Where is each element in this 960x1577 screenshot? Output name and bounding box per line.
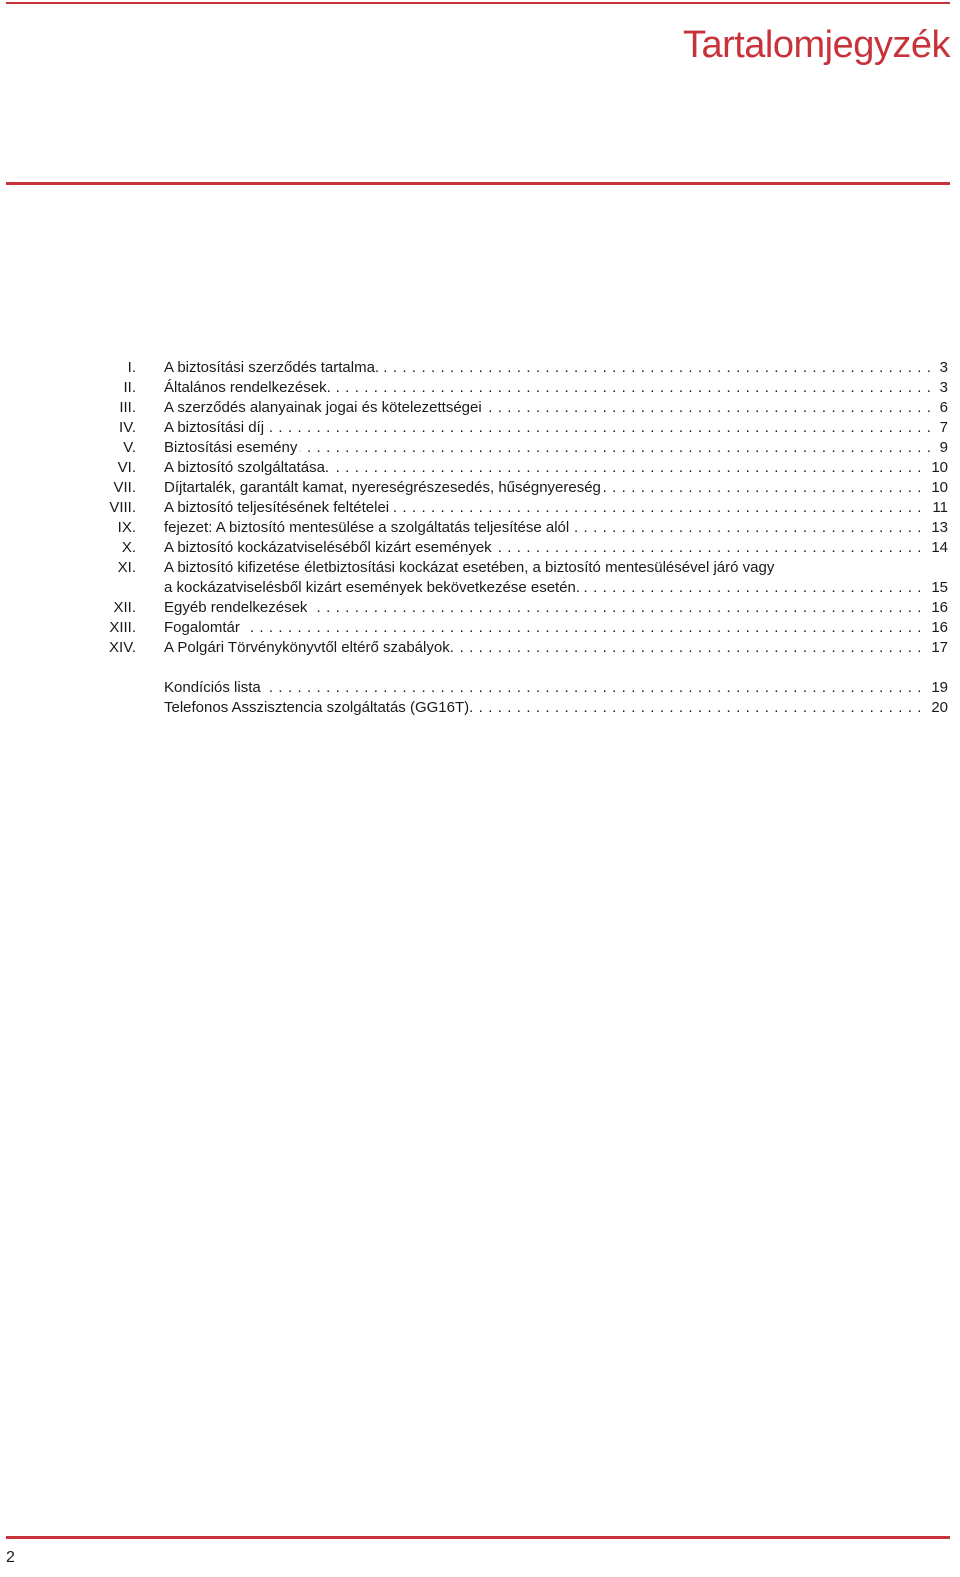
toc-entry-title: Fogalomtár	[164, 619, 243, 636]
top-rule	[6, 2, 950, 4]
toc-entry-number: II.	[123, 379, 136, 396]
toc-entry-title: A biztosító teljesítésének feltételei	[164, 499, 392, 516]
toc-entry-v[interactable]	[0, 438, 960, 458]
footer-rule	[6, 1536, 950, 1539]
toc-entry-viii[interactable]	[0, 498, 960, 518]
toc-entry-vi[interactable]	[0, 458, 960, 478]
toc-entry-title: A biztosító szolgáltatása.	[164, 459, 332, 476]
toc-entry-number: III.	[119, 399, 136, 416]
toc-entry-number: IV.	[119, 419, 136, 436]
toc-entry-title: Biztosítási esemény	[164, 439, 300, 456]
page-number: 2	[6, 1549, 15, 1566]
toc-entry-number: VII.	[113, 479, 136, 496]
toc-entry-number: X.	[121, 539, 136, 556]
toc-entry-number: IX.	[117, 519, 136, 536]
toc-entry-title: Egyéb rendelkezések	[164, 599, 310, 616]
toc-entry-i[interactable]	[0, 358, 960, 378]
toc-entry-title: A szerződés alanyainak jogai és kötelezettségei	[164, 399, 485, 416]
toc-entry-xiii[interactable]	[0, 618, 960, 638]
toc-entry-title: Díjtartalék, garantált kamat, nyereségrészesedés, hűségnyereség	[164, 479, 604, 496]
toc-entry-number: XIV.	[109, 639, 136, 656]
toc-entry-page: 7	[936, 418, 948, 438]
toc-entry-page: 19	[927, 678, 948, 698]
toc-entry-number: XII.	[113, 599, 136, 616]
toc-entry-number: XI.	[117, 559, 136, 576]
toc-entry-xii[interactable]	[0, 598, 960, 618]
toc-entry-ix[interactable]	[0, 518, 960, 538]
toc-entry-page: 20	[927, 698, 948, 718]
toc-entry-page: 3	[936, 378, 948, 398]
toc-entry-telefonos-asszisztencia[interactable]	[0, 698, 960, 718]
toc-entry-title: A biztosítási szerződés tartalma.	[164, 359, 382, 376]
toc-entry-page: 14	[927, 538, 948, 558]
toc-entry-page: 16	[927, 598, 948, 618]
toc-entry-number: VI.	[117, 459, 136, 476]
toc-entry-page: 10	[927, 458, 948, 478]
toc-entry-page: 10	[927, 478, 948, 498]
toc-entry-title: A biztosítási díj	[164, 419, 267, 436]
toc-entry-ii[interactable]	[0, 378, 960, 398]
toc-entry-title: A biztosító kockázatviseléséből kizárt események	[164, 539, 495, 556]
toc-spacer	[0, 658, 960, 678]
toc-entry-page: 13	[927, 518, 948, 538]
table-of-contents	[0, 358, 960, 718]
toc-entry-iii[interactable]	[0, 398, 960, 418]
toc-entry-iv[interactable]	[0, 418, 960, 438]
toc-entry-x[interactable]	[0, 538, 960, 558]
toc-entry-page: 16	[927, 618, 948, 638]
toc-entry-page: 6	[936, 398, 948, 418]
toc-entry-page: 3	[936, 358, 948, 378]
toc-entry-title: fejezet: A biztosító mentesülése a szolgáltatás teljesítése alól	[164, 519, 572, 536]
toc-entry-page: 17	[927, 638, 948, 658]
toc-entry-title: Kondíciós lista	[164, 679, 264, 696]
toc-entry-page: 15	[927, 578, 948, 598]
toc-entry-title: Telefonos Asszisztencia szolgáltatás (GG16T).	[164, 699, 476, 716]
toc-entry-vii[interactable]	[0, 478, 960, 498]
toc-entry-xiv[interactable]	[0, 638, 960, 658]
toc-entry-title: A Polgári Törvénykönyvtől eltérő szabályok.	[164, 639, 457, 656]
toc-entry-title: Általános rendelkezések.	[164, 379, 334, 396]
toc-entry-number: XIII.	[109, 619, 136, 636]
toc-entry-xi[interactable]	[0, 558, 960, 598]
toc-entry-page: 11	[928, 498, 948, 518]
toc-entry-title-line1: A biztosító kifizetése életbiztosítási kockázat esetében, a biztosító mentesülésével járó vagy	[164, 559, 777, 576]
toc-entry-kondicios-lista[interactable]	[0, 678, 960, 698]
page-title: Tartalomjegyzék	[682, 24, 950, 66]
toc-entry-number: I.	[127, 359, 136, 376]
toc-entry-title-line2: a kockázatviselésből kizárt események bekövetkezése esetén.	[164, 579, 583, 596]
toc-entry-page: 9	[936, 438, 948, 458]
toc-entry-number: VIII.	[109, 499, 136, 516]
toc-entry-number: V.	[123, 439, 136, 456]
header-rule	[6, 182, 950, 185]
